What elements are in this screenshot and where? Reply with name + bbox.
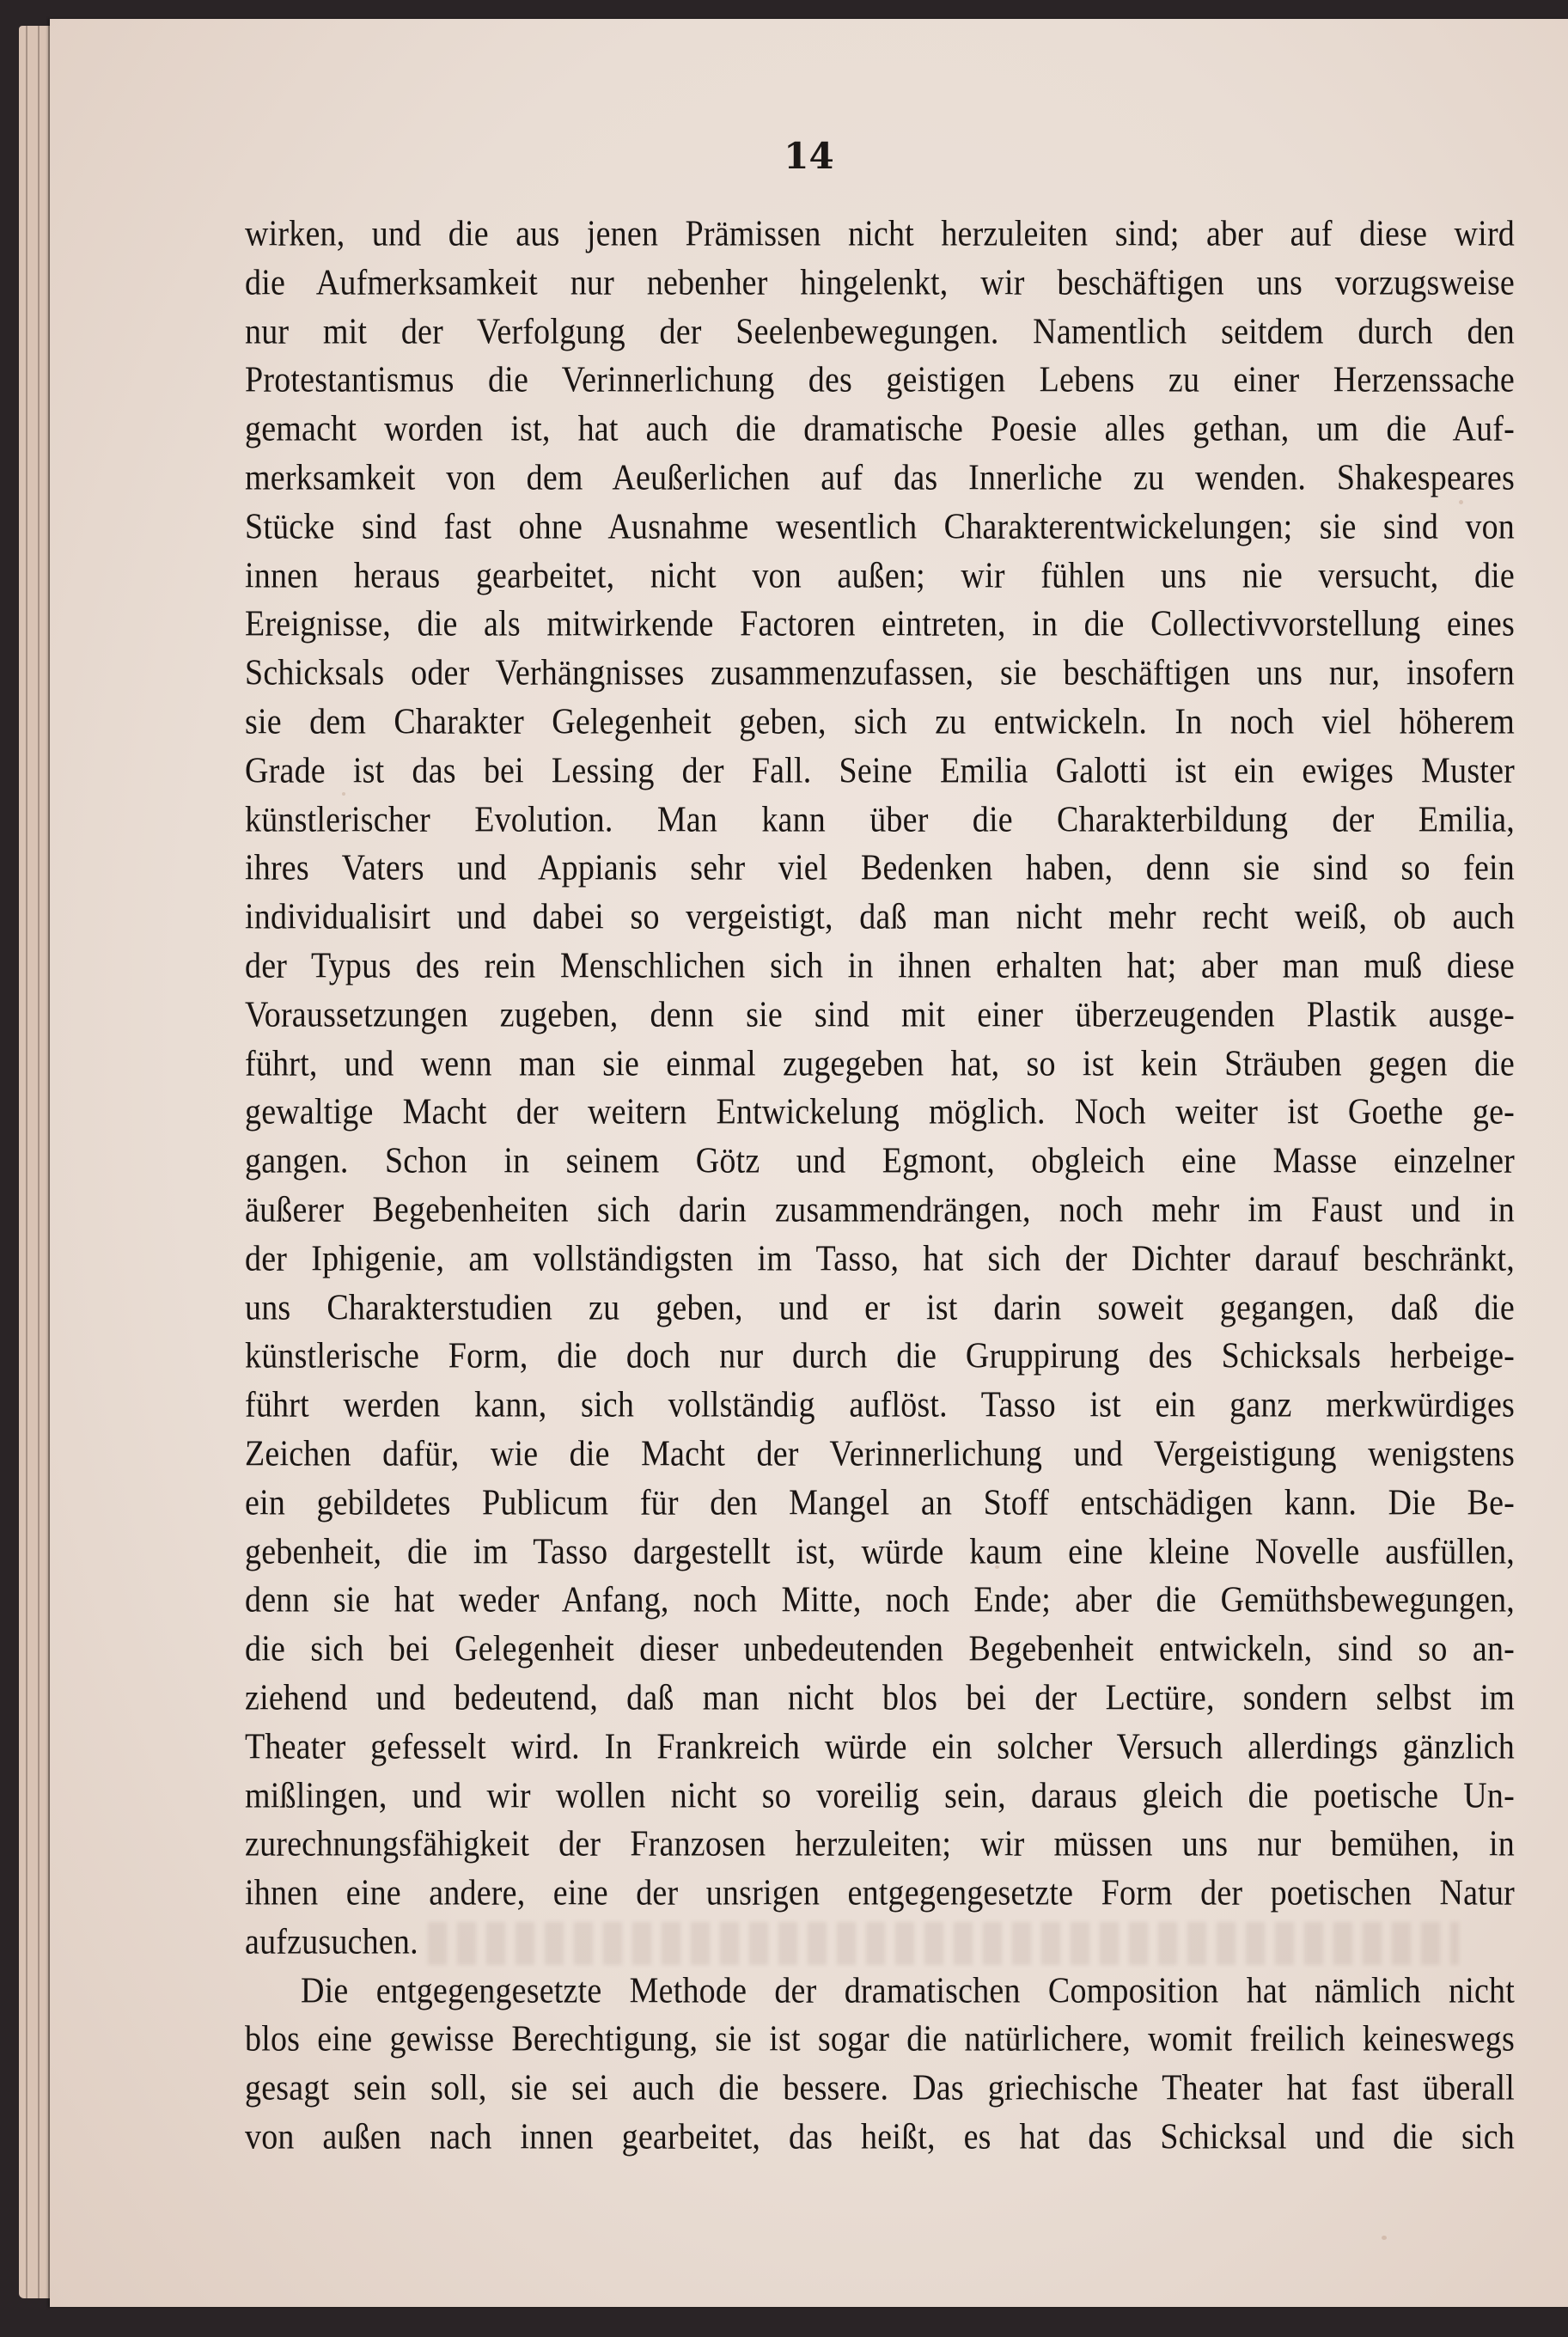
text-line: der Iphigenie, am vollständigsten im Tasso, hat sich der Dichter darauf beschränkt, [245, 1238, 1515, 1279]
paragraph-end-line: aufzusuchen. [245, 1921, 418, 1962]
text-line: gangen. Schon in seinem Götz und Egmont, obgleich eine Masse einzelner [245, 1140, 1515, 1181]
text-line: die Aufmerksamkeit nur nebenher hingelenkt, wir beschäftigen uns vorzugsweise [245, 262, 1515, 303]
text-line: Ereignisse, die als mitwirkende Factoren eintreten, in die Collectivvorstellung eines [245, 603, 1515, 644]
paragraph-start-line: Die entgegengesetzte Methode der dramatischen Composition hat nämlich nicht [301, 1970, 1515, 2011]
text-line: denn sie hat weder Anfang, noch Mitte, noch Ende; aber die Gemüthsbewegungen, [245, 1579, 1515, 1620]
text-line: Theater gefesselt wird. In Frankreich würde ein solcher Versuch allerdings gänzlich [245, 1726, 1515, 1767]
text-line: ein gebildetes Publicum für den Mangel an Stoff entschädigen kann. Die Be- [245, 1482, 1515, 1523]
text-line: ziehend und bedeutend, daß man nicht blos bei der Lectüre, sondern selbst im [245, 1677, 1515, 1718]
text-line: individualisirt und dabei so vergeistigt, daß man nicht mehr recht weiß, ob auch [245, 896, 1515, 937]
text-line: der Typus des rein Menschlichen sich in ihnen erhalten hat; aber man muß diese [245, 945, 1515, 986]
page-edge-line [38, 26, 40, 2298]
text-line: zurechnungsfähigkeit der Franzosen herzuleiten; wir müssen uns nur bemühen, in [245, 1823, 1515, 1864]
page-edge-line [26, 26, 27, 2298]
text-line: führt, und wenn man sie einmal zugegeben hat, so ist kein Sträuben gegen die [245, 1042, 1515, 1084]
text-line: Voraussetzungen zugeben, denn sie sind mit einer überzeugenden Plastik ausge- [245, 994, 1515, 1035]
text-line: mißlingen, und wir wollen nicht so voreilig sein, daraus gleich die poetische Un- [245, 1774, 1515, 1815]
text-line: ihnen eine andere, eine der unsrigen entgegengesetzte Form der poetischen Natur [245, 1872, 1515, 1913]
text-line: führt werden kann, sich vollständig auflöst. Tasso ist ein ganz merkwürdiges [245, 1384, 1515, 1425]
text-line: blos eine gewisse Berechtigung, sie ist sogar die natürlichere, womit freilich keineswegs [245, 2018, 1515, 2059]
text-line: uns Charakterstudien zu geben, und er ist darin soweit gegangen, daß die [245, 1286, 1515, 1328]
text-line: Schicksals oder Verhängnisses zusammenzufassen, sie beschäftigen uns nur, insofern [245, 652, 1515, 693]
text-line: innen heraus gearbeitet, nicht von außen; wir fühlen uns nie versucht, die [245, 555, 1515, 596]
text-line: die sich bei Gelegenheit dieser unbedeutenden Begebenheit entwickeln, sind so an- [245, 1628, 1515, 1669]
book-page [50, 19, 1568, 2307]
text-line: Zeichen dafür, wie die Macht der Verinnerlichung und Vergeistigung wenigstens [245, 1433, 1515, 1474]
text-line: sie dem Charakter Gelegenheit geben, sich zu entwickeln. In noch viel höherem [245, 701, 1515, 742]
text-line: gesagt sein soll, sie sei auch die bessere. Das griechische Theater hat fast überall [245, 2067, 1515, 2108]
text-line: künstlerischer Evolution. Man kann über die Charakterbildung der Emilia, [245, 798, 1515, 840]
text-line: künstlerische Form, die doch nur durch die Gruppirung des Schicksals herbeige- [245, 1335, 1515, 1376]
body-text [245, 210, 1515, 2162]
text-line: gebenheit, die im Tasso dargestellt ist, würde kaum eine kleine Novelle ausfüllen, [245, 1530, 1515, 1571]
text-line: ihres Vaters und Appianis sehr viel Bedenken haben, denn sie sind so fein [245, 847, 1515, 888]
text-line: Stücke sind fast ohne Ausnahme wesentlich Charakterentwickelungen; sie sind von [245, 506, 1515, 547]
text-line: nur mit der Verfolgung der Seelenbewegungen. Namentlich seitdem durch den [245, 311, 1515, 352]
text-line: merksamkeit von dem Aeußerlichen auf das Innerliche zu wenden. Shakespeares [245, 457, 1515, 498]
text-line: Protestantismus die Verinnerlichung des geistigen Lebens zu einer Herzenssache [245, 359, 1515, 400]
paper-speck [1382, 2236, 1387, 2240]
page-number: 14 [784, 135, 834, 177]
text-line: von außen nach innen gearbeitet, das heißt, es hat das Schicksal und die sich [245, 2116, 1515, 2157]
text-line: gemacht worden ist, hat auch die dramatische Poesie alles gethan, um die Auf- [245, 408, 1515, 449]
text-line: wirken, und die aus jenen Prämissen nicht herzuleiten sind; aber auf diese wird [245, 213, 1515, 254]
text-line: gewaltige Macht der weitern Entwickelung möglich. Noch weiter ist Goethe ge- [245, 1091, 1515, 1132]
text-line: Grade ist das bei Lessing der Fall. Seine Emilia Galotti ist ein ewiges Muster [245, 750, 1515, 791]
text-line: äußerer Begebenheiten sich darin zusammendrängen, noch mehr im Faust und in [245, 1189, 1515, 1230]
